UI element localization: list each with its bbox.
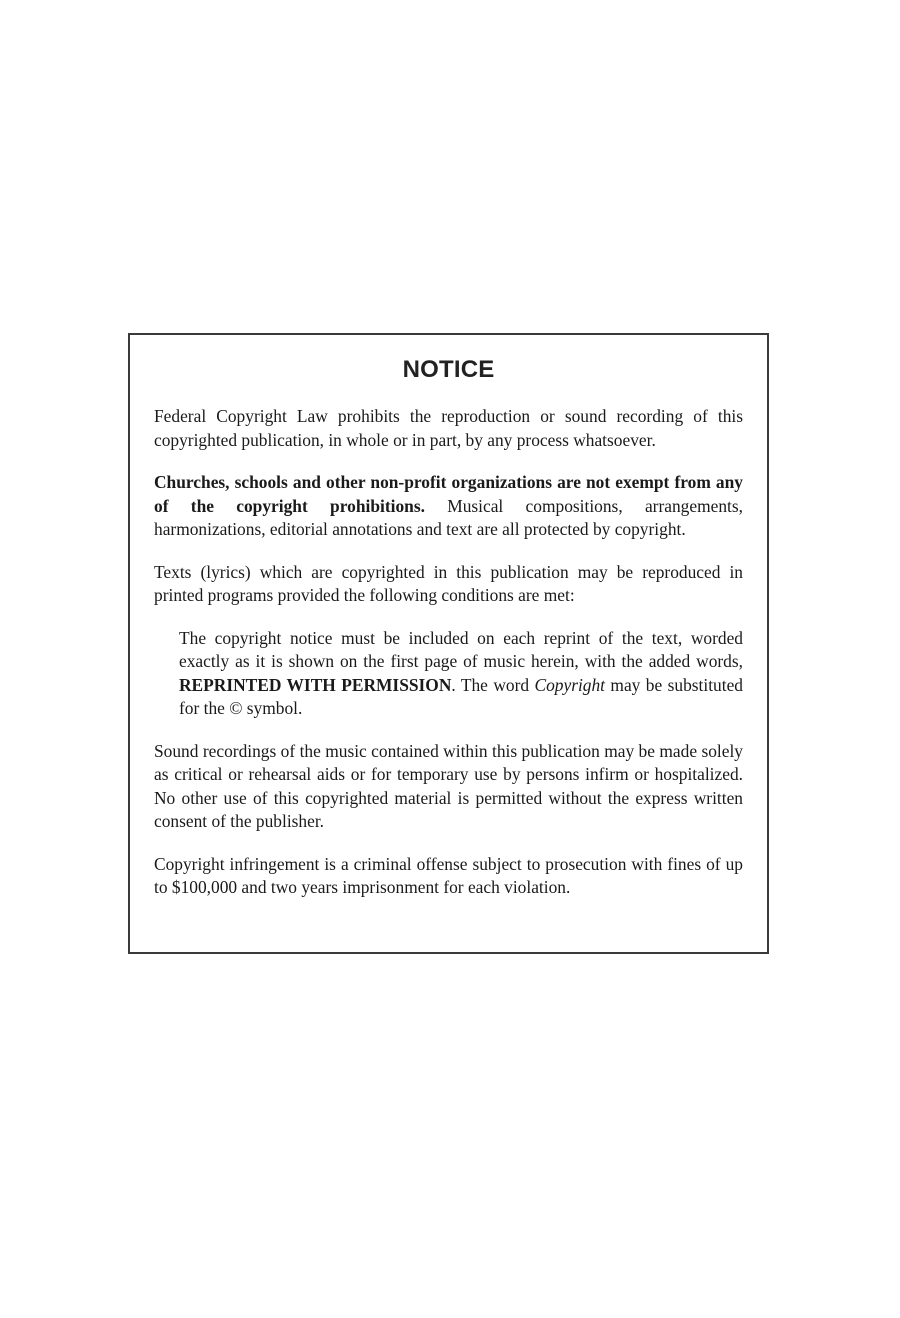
paragraph-federal-law: Federal Copyright Law prohibits the reproduction or sound recording of this copyrighted publication, in whole or in part, by any process whatsoever. (154, 406, 743, 450)
reprinted-with-permission: REPRINTED WITH PERMISSION (179, 674, 452, 695)
paragraph-sound-recordings: Sound recordings of the music contained within this publication may be made solely as critical or rehearsal aids or for temporary use by persons infirm or hospitalized. No other use of this copyrighted material is permitted without the express written consent of the publisher. (154, 740, 743, 831)
conditions-mid: . The word (451, 674, 535, 695)
paragraph-infringement: Copyright infringement is a criminal offense subject to prosecution with fines of up to $100,000 and two years imprisonment for each violation. (154, 853, 743, 897)
notice-title: NOTICE (402, 356, 495, 383)
conditions-start: The copyright notice must be included on each reprint of the text, worded exactly as it is shown on the first page of music herein, with the added words, (179, 627, 743, 671)
paragraph-non-profit (154, 471, 743, 542)
paragraph-conditions (179, 627, 743, 721)
paragraph-lyrics: Texts (lyrics) which are copyrighted in this publication may be reproduced in printed programs provided the following conditions are met: (154, 561, 743, 605)
copyright-word: Copyright (534, 674, 606, 695)
notice-box (128, 333, 769, 954)
non-profit-details: Musical compositions, arrangements, harmonizations, editorial annotations and text are all protected by copyright. (154, 495, 743, 539)
conditions-end: may be substituted for the © symbol. (179, 674, 743, 718)
non-profit-warning: Churches, schools and other non-profit organizations are not exempt from any of the copyright prohibitions. (154, 472, 743, 516)
